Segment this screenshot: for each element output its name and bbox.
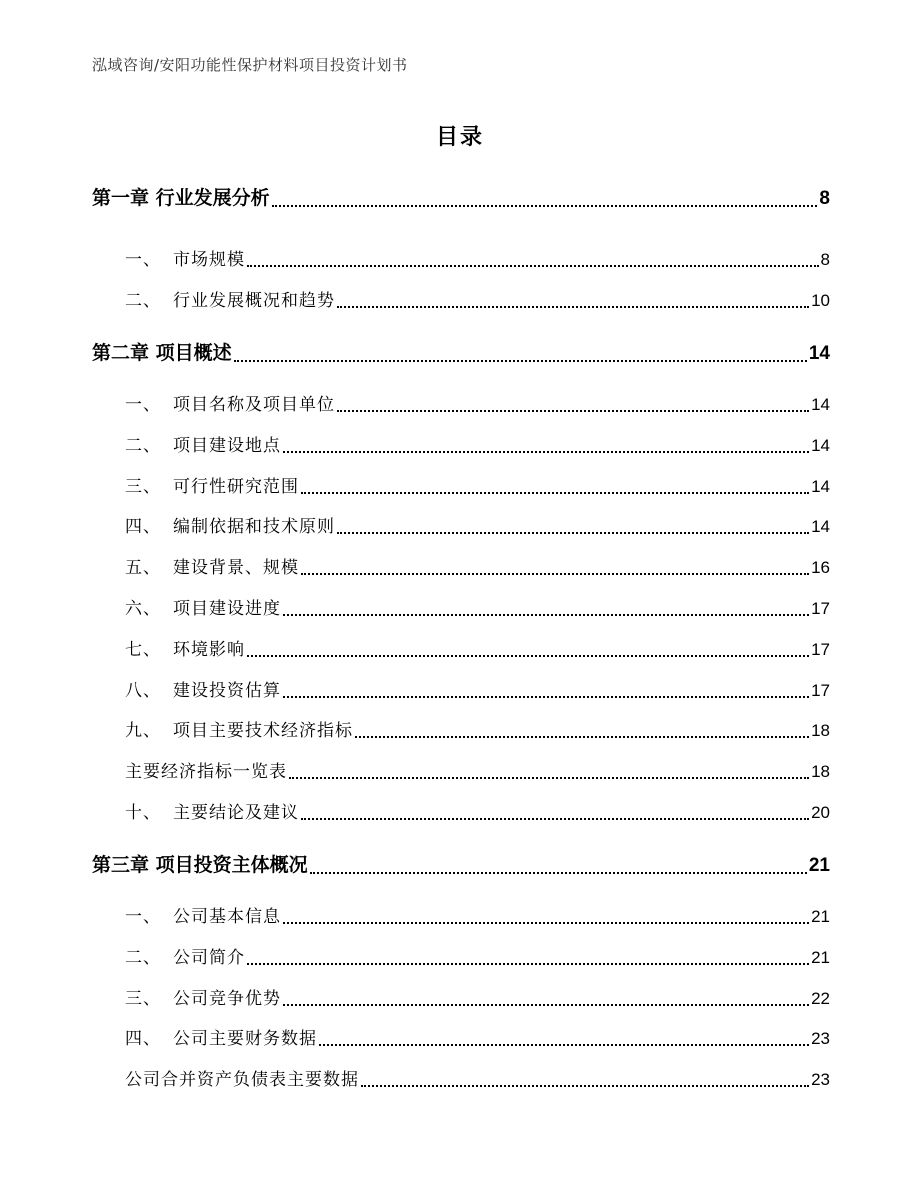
toc-leader-dots (272, 204, 818, 207)
toc-entry-label (125, 245, 245, 270)
toc-entry-label (125, 512, 335, 537)
toc-section-entry[interactable] (125, 798, 830, 823)
toc-title: 目录 (435, 125, 484, 150)
toc-leader-dots (337, 305, 809, 308)
toc-section-entry[interactable] (125, 757, 830, 782)
toc-entry-number: 二、 (125, 436, 161, 456)
toc-entry-text: 项目名称及项目单位 (173, 395, 335, 415)
toc-entry-label (125, 472, 299, 497)
toc-entry-number: 十、 (125, 803, 161, 823)
toc-leader-dots (283, 450, 809, 453)
toc-page-number: 16 (811, 558, 830, 577)
toc-entry-label (92, 338, 232, 365)
toc-page-number: 14 (808, 343, 830, 364)
toc-entry-text: 公司基本信息 (173, 907, 281, 927)
toc-entry-text: 项目主要技术经济指标 (173, 721, 353, 741)
toc-entry-label (125, 286, 335, 311)
toc-page-number: 17 (811, 681, 830, 700)
toc-leader-dots (337, 409, 809, 412)
toc-entry-label (125, 943, 245, 968)
toc-entry-number: 二、 (125, 948, 161, 968)
toc-page-number: 17 (811, 640, 830, 659)
toc-entry-text: 行业发展概况和趋势 (173, 291, 335, 311)
toc-page-number: 23 (811, 1070, 830, 1089)
toc-leader-dots (289, 776, 809, 779)
toc-entry-text: 建设投资估算 (173, 681, 281, 701)
toc-entry-text: 第一章 行业发展分析 (92, 187, 270, 209)
toc-page-number: 14 (811, 517, 830, 536)
toc-entry-label (125, 390, 335, 415)
toc-entry-text: 公司合并资产负债表主要数据 (125, 1070, 359, 1090)
toc-page-number: 14 (811, 395, 830, 414)
toc-entry-label (125, 798, 299, 823)
toc-section-entry[interactable] (125, 390, 830, 415)
toc-section-entry[interactable] (125, 902, 830, 927)
toc-section-entry[interactable] (125, 431, 830, 456)
toc-leader-dots (301, 817, 809, 820)
toc-leader-dots (247, 654, 809, 657)
toc-page-number: 14 (811, 436, 830, 455)
toc-leader-dots (283, 695, 809, 698)
toc-page-number: 18 (811, 762, 830, 781)
toc-leader-dots (361, 1084, 809, 1087)
toc-entry-text: 项目建设进度 (173, 599, 281, 619)
toc-entry-text: 第三章 项目投资主体概况 (92, 854, 308, 876)
toc-entry-number: 一、 (125, 395, 161, 415)
toc-chapter-entry[interactable] (92, 850, 830, 877)
toc-entry-label (125, 676, 281, 701)
toc-entry-label (125, 594, 281, 619)
toc-page-number: 22 (811, 989, 830, 1008)
toc-page-number: 14 (811, 477, 830, 496)
toc-entry-label (125, 1024, 317, 1049)
toc-entry-number: 五、 (125, 558, 161, 578)
toc-section-entry[interactable] (125, 594, 830, 619)
toc-page-number: 8 (819, 188, 830, 209)
toc-chapter-entry[interactable] (92, 338, 830, 365)
toc-page-number: 17 (811, 599, 830, 618)
toc-entry-label (125, 984, 281, 1009)
toc-entry-text: 主要结论及建议 (173, 803, 299, 823)
toc-page-number: 21 (811, 907, 830, 926)
toc-page-number: 18 (811, 721, 830, 740)
toc-entry-text: 第二章 项目概述 (92, 342, 232, 364)
toc-entry-text: 公司竞争优势 (173, 989, 281, 1009)
toc-entry-text: 项目建设地点 (173, 436, 281, 456)
toc-section-entry[interactable] (125, 512, 830, 537)
toc-entry-text: 主要经济指标一览表 (125, 762, 287, 782)
toc-entry-label (125, 635, 245, 660)
toc-section-entry[interactable] (125, 1065, 830, 1090)
toc-entry-label (125, 716, 353, 741)
toc-leader-dots (247, 264, 819, 267)
toc-section-entry[interactable] (125, 286, 830, 311)
toc-section-entry[interactable] (125, 1024, 830, 1049)
toc-entry-number: 四、 (125, 1029, 161, 1049)
toc-leader-dots (234, 359, 807, 362)
toc-leader-dots (283, 921, 809, 924)
toc-leader-dots (283, 1003, 809, 1006)
toc-leader-dots (355, 735, 809, 738)
toc-page-number: 8 (820, 250, 830, 269)
toc-leader-dots (310, 871, 807, 874)
toc-page-number: 10 (811, 291, 830, 310)
toc-section-entry[interactable] (125, 984, 830, 1009)
toc-entry-label (125, 1065, 359, 1090)
toc-section-entry[interactable] (125, 716, 830, 741)
toc-leader-dots (319, 1043, 809, 1046)
toc-section-entry[interactable] (125, 553, 830, 578)
toc-entry-text: 环境影响 (173, 640, 245, 660)
toc-leader-dots (337, 531, 809, 534)
toc-section-entry[interactable] (125, 943, 830, 968)
toc-entry-text: 公司主要财务数据 (173, 1029, 317, 1049)
toc-entry-text: 可行性研究范围 (173, 477, 299, 497)
toc-leader-dots (283, 613, 809, 616)
toc-leader-dots (301, 572, 809, 575)
toc-page-number: 21 (808, 855, 830, 876)
toc-entry-number: 二、 (125, 291, 161, 311)
toc-leader-dots (247, 962, 809, 965)
toc-entry-number: 八、 (125, 681, 161, 701)
toc-entry-text: 市场规模 (173, 250, 245, 270)
toc-entry-label (92, 183, 270, 210)
toc-leader-dots (301, 491, 809, 494)
toc-entry-text: 编制依据和技术原则 (173, 517, 335, 537)
toc-section-entry[interactable] (125, 676, 830, 701)
toc-entry-number: 七、 (125, 640, 161, 660)
toc-entry-text: 建设背景、规模 (173, 558, 299, 578)
toc-page-number: 21 (811, 948, 830, 967)
toc-chapter-entry[interactable] (92, 183, 830, 210)
toc-section-entry[interactable] (125, 635, 830, 660)
toc-entry-number: 三、 (125, 477, 161, 497)
toc-entry-label (125, 553, 299, 578)
toc-entry-label (125, 431, 281, 456)
toc-page-number: 23 (811, 1029, 830, 1048)
toc-entry-number: 三、 (125, 989, 161, 1009)
toc-entry-text: 公司简介 (173, 948, 245, 968)
toc-entry-number: 六、 (125, 599, 161, 619)
toc-entry-number: 一、 (125, 907, 161, 927)
toc-page-number: 20 (811, 803, 830, 822)
toc-entry-number: 一、 (125, 250, 161, 270)
toc-entry-number: 四、 (125, 517, 161, 537)
toc-section-entry[interactable] (125, 472, 830, 497)
toc-entry-label (125, 902, 281, 927)
toc-entry-label (125, 757, 287, 782)
document-header: 泓域咨询/安阳功能性保护材料项目投资计划书 (92, 56, 408, 74)
toc-section-entry[interactable] (125, 245, 830, 270)
toc-entry-label (92, 850, 308, 877)
toc-entry-number: 九、 (125, 721, 161, 741)
